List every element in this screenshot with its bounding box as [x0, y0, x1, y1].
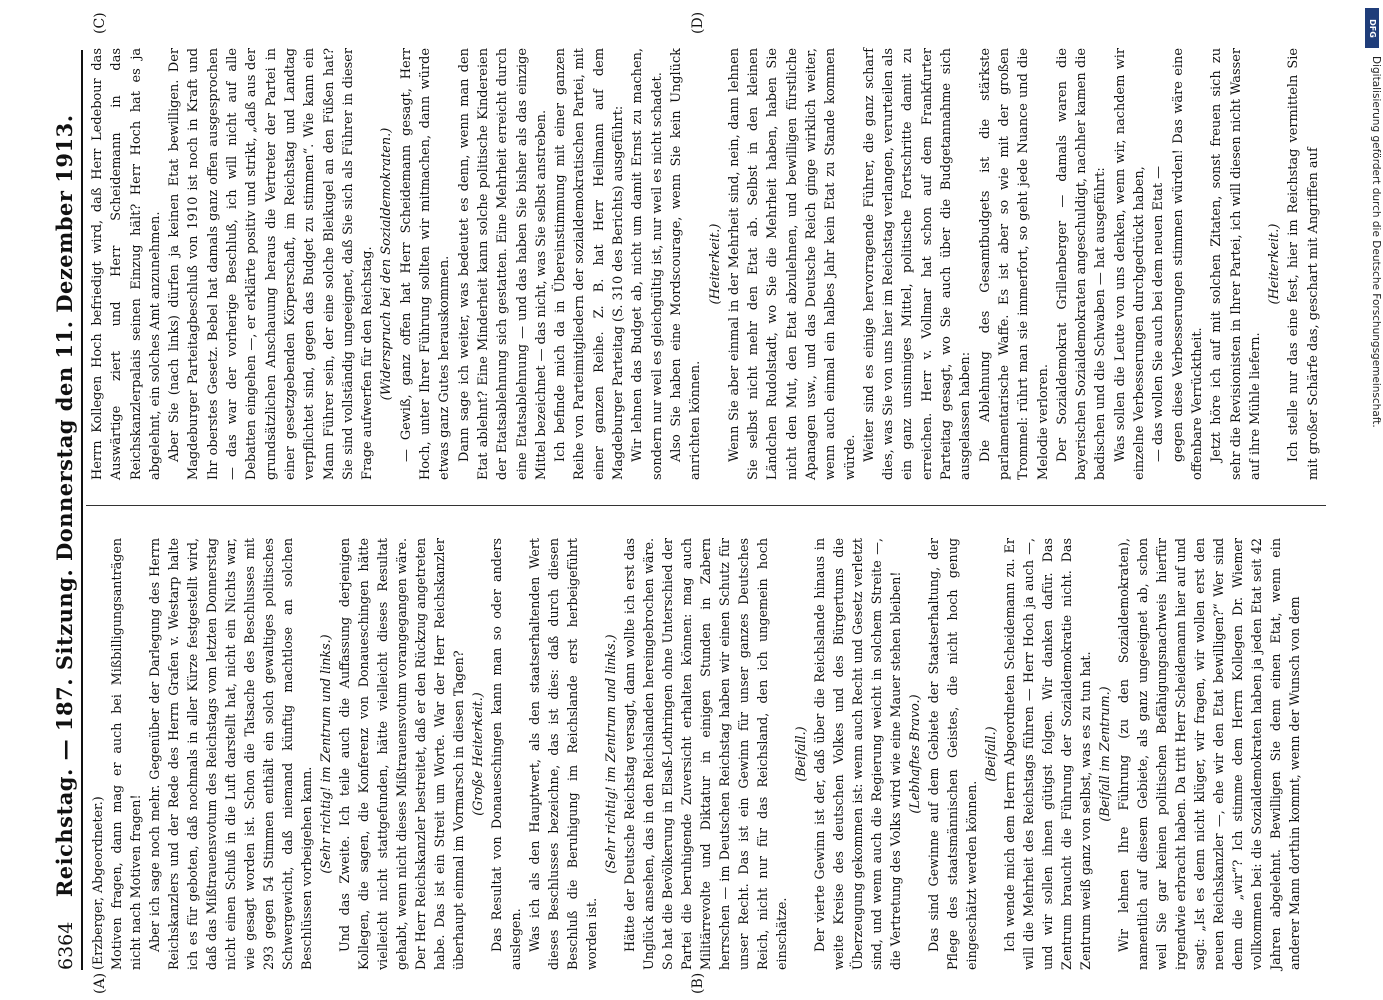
paragraph: (Erzberger, Abgeordneter.)	[90, 796, 105, 970]
paragraph: Das Resultat von Donaueschingen kann man so oder anders auslegen.	[489, 538, 523, 970]
margin-marker-a: (A)	[92, 972, 108, 994]
paragraph: Was ich als den Hauptwert, als den staatserhaltenden Wert dieses Beschlusses bezeichne, das ist dies: daß durch diesen Beschluß die Beruhigung im Reichslande erst herbeigeführt worden ist.	[527, 538, 599, 970]
paragraph: Der Sozialdemokrat Grillenberger — damals waren die bayerischen Sozialdemokraten angeschuldigt, nachher kamen die badischen und die Schwaben — hat ausgeführt:	[1054, 48, 1109, 480]
paragraph: Die Ablehnung des Gesamtbudgets ist die stärkste parlamentarische Waffe. Es ist aber so wie mit der großen Trommel: rührt man sie immerfort, so geht jede Nuance und die Melodie verloren.	[977, 48, 1051, 480]
paragraph: Aber Sie (nach links) dürfen ja keinen Etat bewilligen. Der Magdeburger Parteitagbeschluß von 1910 ist noch in Kraft und Ihr oberstes Gesetz. Bebel hat damals ganz offen ausgesprochen — das war der vorherige Beschluß, ich will nicht auf alle Debatten eingehen —, er erklärte positiv und strikt, „daß aus der grundsätzlichen Anschauung heraus die Vertreter der Partei in einer gesetzgebenden Körperschaft, im Reichstag und Landtag verpflichtet sind, gegen das Budget zu stimmen“. Wie kann ein Mann Führer sein, der eine solche Bleikugel an den Füßen hat? Sie sind vollständig ungeeignet, daß Sie sich als Führer in dieser Frage aufwerfen für den Reichstag.	[167, 48, 376, 480]
reaction-note: (Heiterkeit.)	[707, 223, 723, 305]
reaction-note: (Große Heiterkeit.)	[470, 692, 485, 816]
paragraph: Was sollen die Leute von uns denken, wenn wir, nachdem wir einzelne Verbesserungen durchgedrückt haben,	[1112, 48, 1148, 480]
reaction-note: (Lebhaftes Bravo.)	[907, 694, 922, 814]
paragraph: Hätte der Deutsche Reichstag versagt, dann wollte ich erst das Unglück ansehen, das in den Reichslanden hereingebrochen wäre. So hat die Bevölkerung in Elsaß-Lothringen ohne Unterschied der Partei die beruhigende Zuversicht erhalten können: mag auch Militärrevolte und Diktatur in einigen Stunden in Zabern herrschen — im Deutschen Reichstag haben wir einen Schutz für unser Recht. Das ist ein Gewinn für unser ganzes Deutsches Reich, nicht nur für das Reichsland, den ich ungemein hoch einschätze.	[622, 538, 789, 970]
paragraph: Wenn Sie aber einmal in der Mehrheit sind, nein, dann lehnen Sie selbst nicht mehr den Etat ab. Selbst in den kleinen Ländchen Rudolstadt, wo Sie die Mehrheit haben, haben Sie nicht den Mut, den Etat abzulehnen, und bewilligen fürstliche Apanagen usw., und das Deutsche Reich ginge wirklich weiter, wenn auch einmal ein halbes Jahr kein Etat zu Stande kommen würde.	[726, 48, 858, 480]
margin-marker-c: (C)	[92, 12, 108, 34]
reaction-note: (Sehr richtig! im Zentrum und links.)	[603, 634, 618, 874]
paragraph: Aber ich sage noch mehr. Gegenüber der Darlegung des Herrn Reichskanzlers und der Rede des Herrn Grafen v. Westarp halte ich es für geboten, daß nochmals in aller Kürze festgestellt wird, daß das Mißtrauensvotum des Reichstags vom letzten Donnerstag nicht einen Schuß in die Luft darstellt hat, nicht ein Nichts war, wie gesagt worden ist. Schon die Tatsache des Beschlusses mit 293 gegen 54 Stimmen enthält ein solch gewaltiges politisches Schwergewicht, daß niemand künftig machtlose an solchen Beschlüssen vorbeigehen kann.	[147, 538, 314, 970]
reaction-note: (Beifall.)	[793, 726, 808, 782]
running-head	[45, 50, 83, 970]
paragraph: Wir lehnen das Budget ab, nicht um damit Ernst zu machen, sondern nur weil es gleichgültig ist, nur weil es nicht schadet.	[630, 48, 665, 480]
credit-text: Digitalisierung gefördert durch die Deutsche Forschungsgemeinschaft.	[1370, 56, 1382, 428]
digitization-credit	[1363, 0, 1383, 1000]
page-number: 6364	[55, 921, 77, 970]
paragraph: gegen diese Verbesserungen stimmen würden! Das wäre eine offenbare Verrücktheit.	[1170, 48, 1205, 480]
paragraph: Ich stelle nur das eine fest, hier im Reichstag vermitteln Sie mit großer Schärfe das, geschart mit Angriffen auf	[1286, 48, 1321, 480]
paragraph: Ich wende mich dem Herrn Abgeordneten Scheidemann zu. Er will die Mehrheit des Reichstags führen — Herr Hoch ja auch —, und wir sollen ihnen gütigst folgen. Wir danken dafür. Das Zentrum braucht die Führung der Sozialdemokratie nicht. Das Zentrum weiß ganz von selbst, was es zu tun hat.	[1002, 538, 1093, 970]
reaction-note: (Widerspruch bei den Sozialdemokraten.)	[379, 127, 395, 401]
margin-marker-d: (D)	[690, 11, 706, 34]
page-title: Reichstag. — 187. Sitzung. Donnerstag den 11. Dezember 1913.	[52, 114, 77, 898]
paragraph: Herrn Kollegen Hoch befriedigt wird, daß Herr Ledebour das Auswärtige ziert und Herr Scheidemann in das Reichskanzlerpalais seinen Einzug hält? Herr Hoch hat es ja abgelehnt, ein solches Amt anzunehmen.	[90, 48, 163, 480]
paragraph: Weiter sind es einige hervorragende Führer, die ganz scharf dies, was Sie von uns hier im Reichstag verlangen, verurteilen als ein ganz unsinniges Mittel, politische Fortschritte damit zu erreichen. Herr v. Vollmar hat schon auf dem Frankfurter Parteitag gesagt, wo Sie auch über die Budgetannahme sich ausgelassen haben:	[861, 48, 974, 480]
paragraph: Der vierte Gewinn ist der, daß über die Reichslande hinaus in weite Kreise des deutschen Volkes und des Bürgertums die Überzeugung gekommen ist: wenn auch Recht und Gesetz verletzt sind, und wenn auch die Regierung weicht in solchem Streite —, die Vertretung des Volks wird wie eine Mauer stehen bleiben!	[812, 538, 903, 970]
reaction-note: (Sehr richtig! im Zentrum und links.)	[318, 634, 333, 874]
paragraph: Das sind Gewinne auf dem Gebiete der Staatserhaltung, der Pflege des staatsmännischen Geistes, die nicht hoch genug eingeschätzt werden können.	[926, 538, 979, 970]
paragraph: Und das Zweite. Ich teile auch die Auffassung derjenigen Kollegen, die sagen, die Konferenz von Donaueschingen hätte vielleicht nicht stattgefunden, hätte vielleicht dieses Resultat gehabt, wenn nicht dieses Mißtrauensvotum vorangegangen wäre. Der Herr Reichskanzler bestreitet, daß er den Rückzug angetreten habe. Das ist ein Streit um Worte. War der Herr Reichskanzler überhaupt einmal im Vormarsch in diesen Tagen?	[337, 538, 466, 970]
margin-marker-b: (B)	[690, 972, 706, 994]
reaction-note: (Beifall.)	[983, 726, 998, 782]
paragraph: Wir lehnen Ihre Führung (zu den Sozialdemokraten), namentlich auf diesem Gebiete, als ganz ungeeignet ab, schon weil Sie gar keinen politischen Befähigungsnachweis hierfür irgendwie erbracht haben. Da tritt Herr Scheidemann hier auf und sagt: „Ist es denn nicht klüger, wir fragen, wir wollen erst den neuen Reichskanzler —, ehe wir den Etat bewilligen?“ Wer sind denn die „wir“? Ich stimme dem Herrn Kollegen Dr. Wiemer vollkommen bei: die Sozialdemokraten haben ja jeden Etat seit 42 Jahren abgelehnt. Bewilligen Sie denn einen Etat, wenn ein anderer Mann dorthin kommt, wenn der Wunsch von dem	[1116, 538, 1302, 970]
paragraph: Dann sage ich weiter, was bedeutet es denn, wenn man den Etat ablehnt? Eine Minderheit kann solche politische Kindereien der Etatsablehnung sich gestatten. Eine Mehrheit erreicht durch eine Etatsablehnung — und das haben Sie bisher als das einzige Mittel bezeichnet — das nicht, was Sie selbst anstreben.	[456, 48, 549, 480]
paragraph: Also Sie haben eine Mordscourage, wenn Sie kein Unglück anrichten können.	[668, 48, 704, 480]
column-divider	[86, 505, 1326, 506]
dfg-logo: DFG	[1365, 8, 1379, 48]
paragraph: Motiven fragen, dann mag er auch bei Mißbilligungsanträgen nicht nach Motiven fragen!	[109, 538, 143, 970]
paragraph: Jetzt höre ich auf mit solchen Zitaten, sonst freuen sich zu sehr die Revisionisten in Ihrer Partei, ich will diesen nicht Wasser auf ihre Mühle liefern.	[1209, 48, 1263, 480]
paragraph: — Gewiß, ganz offen hat Herr Scheidemann gesagt, Herr Hoch, unter Ihrer Führung sollten wir mitmachen, dann würde etwas ganz Gutes herauskommen.	[398, 48, 453, 480]
paragraph: — das wollen Sie auch bei dem neuen Etat —	[1151, 166, 1167, 462]
reaction-note: (Heiterkeit.)	[1267, 223, 1283, 305]
text-column-right	[88, 48, 1323, 480]
reaction-note: (Beifall im Zentrum.)	[1097, 686, 1112, 822]
paragraph: Ich befinde mich da in Übereinstimmung mit einer ganzen Reihe von Parteimitgliedern der sozialdemokratischen Partei, mit einer ganzen Reihe. Z. B. hat Herr Heilmann auf dem Magdeburger Parteitag (S. 310 des Berichts) ausgeführt:	[553, 48, 627, 480]
text-column-left	[88, 538, 1304, 970]
